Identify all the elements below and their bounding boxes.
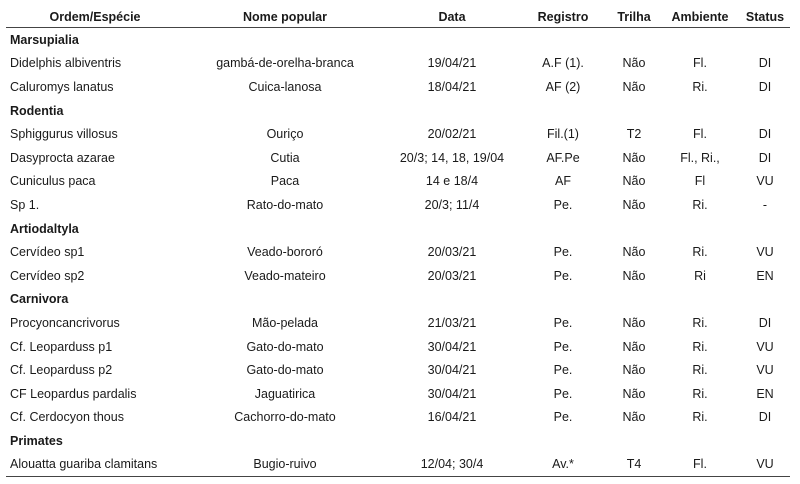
header-environment: Ambiente [660,7,740,28]
cell-record: Pe. [553,363,573,378]
cell-environment: Fl. [693,56,707,71]
table-row [6,406,790,430]
group-title: Artiodaltyla [10,221,79,236]
cell-record: AF (2) [545,79,581,94]
cell-date: 21/03/21 [427,315,477,330]
cell-record: A.F (1). [542,56,584,71]
cell-status: EN [756,268,774,283]
cell-date: 18/04/21 [427,79,477,94]
cell-trail: Não [622,56,646,71]
cell-date: 30/04/21 [427,386,477,401]
header-date: Data [386,7,518,28]
table-row [6,52,790,76]
cell-species: Cuniculus paca [10,174,96,189]
group-row [6,429,790,453]
cell-status: DI [758,56,772,71]
table-row [6,453,790,477]
group-row [6,99,790,123]
table-row [6,122,790,146]
group-row [6,28,790,52]
cell-species: Didelphis albiventris [10,56,122,71]
cell-environment: Ri. [692,245,708,260]
cell-environment: Ri. [692,363,708,378]
cell-date: 30/04/21 [427,339,477,354]
cell-record: Pe. [553,268,573,283]
cell-date: 20/03/21 [427,245,477,260]
table-header [6,7,790,28]
cell-trail: Não [622,245,646,260]
cell-status: - [762,197,768,212]
cell-common-name: Paca [270,174,300,189]
cell-trail: Não [622,79,646,94]
cell-common-name: Veado-bororó [247,245,323,260]
cell-common-name: Rato-do-mato [246,197,324,212]
cell-common-name: Gato-do-mato [246,363,324,378]
cell-status: EN [756,386,774,401]
cell-environment: Ri. [692,386,708,401]
cell-species: Sphiggurus villosus [10,127,118,142]
cell-record: Fil.(1) [547,127,579,142]
cell-species: Procyoncancrivorus [10,315,120,330]
cell-record: Pe. [553,339,573,354]
cell-species: Cervídeo sp2 [10,268,85,283]
cell-status: VU [740,453,790,477]
species-table [6,7,790,477]
cell-trail: Não [622,197,646,212]
header-record: Registro [518,7,608,28]
cell-species: Alouatta guariba clamitans [6,453,184,477]
cell-date: 19/04/21 [427,56,477,71]
cell-record: Pe. [553,197,573,212]
table-row [6,170,790,194]
header-common-name: Nome popular [184,7,386,28]
cell-record: Pe. [553,386,573,401]
header-trail: Trilha [608,7,660,28]
cell-date: 14 e 18/4 [425,174,479,189]
cell-species: Cf. Cerdocyon thous [10,410,124,425]
cell-environment: Fl. [693,127,707,142]
cell-common-name: Cuica-lanosa [248,79,322,94]
cell-environment: Ri. [692,315,708,330]
cell-environment: Ri. [692,339,708,354]
group-row [6,288,790,312]
cell-status: VU [756,363,774,378]
cell-common-name: gambá-de-orelha-branca [216,56,354,71]
table-row [6,146,790,170]
cell-date: 20/3; 11/4 [424,197,480,212]
header-order-species: Ordem/Espécie [6,7,184,28]
cell-common-name: Ouriço [266,127,304,142]
group-title: Primates [10,433,63,448]
cell-status: VU [756,174,774,189]
cell-environment: Fl [694,174,706,189]
cell-species: Cf. Leoparduss p1 [10,339,113,354]
table-row [6,358,790,382]
cell-species: Sp 1. [10,197,40,212]
cell-date: 16/04/21 [427,410,477,425]
cell-trail: Não [622,174,646,189]
cell-common-name: Mão-pelada [251,315,318,330]
cell-status: DI [758,127,772,142]
cell-date: 20/3; 14, 18, 19/04 [399,150,505,165]
cell-status: VU [756,339,774,354]
cell-common-name: Cachorro-do-mato [234,410,336,425]
cell-trail: Não [622,410,646,425]
cell-record: Pe. [553,245,573,260]
cell-record: AF.Pe [546,150,580,165]
table-row [6,264,790,288]
group-row [6,217,790,241]
cell-environment: Ri. [692,197,708,212]
cell-environment: Fl., Ri., [680,150,720,165]
cell-date: 12/04; 30/4 [386,453,518,477]
cell-common-name: Gato-do-mato [246,339,324,354]
cell-environment: Fl. [660,453,740,477]
cell-environment: Ri [694,268,706,283]
cell-trail: Não [622,339,646,354]
cell-species: Cf. Leoparduss p2 [10,363,113,378]
cell-trail: Não [622,150,646,165]
cell-status: DI [758,79,772,94]
table-row [6,75,790,99]
header-row [6,7,790,28]
cell-trail: Não [622,315,646,330]
group-title: Carnivora [10,292,69,307]
cell-common-name: Cutia [270,150,300,165]
cell-date: 20/02/21 [427,127,477,142]
cell-status: VU [756,245,774,260]
table-row [6,193,790,217]
group-title: Marsupialia [10,32,79,47]
cell-common-name: Bugio-ruivo [184,453,386,477]
cell-species: Cervídeo sp1 [10,245,85,260]
cell-common-name: Veado-mateiro [244,268,326,283]
cell-environment: Ri. [692,410,708,425]
group-title: Rodentia [10,103,64,118]
cell-species: Dasyprocta azarae [10,150,115,165]
cell-status: DI [758,315,772,330]
cell-trail: Não [622,386,646,401]
cell-species: Caluromys lanatus [10,79,114,94]
table-row [6,240,790,264]
cell-status: DI [758,150,772,165]
cell-date: 20/03/21 [427,268,477,283]
cell-trail: T2 [626,127,642,142]
cell-trail: Não [622,363,646,378]
cell-record: Av.* [518,453,608,477]
cell-record: AF [555,174,571,189]
cell-common-name: Jaguatirica [254,386,316,401]
table-body [6,28,790,477]
table-row [6,311,790,335]
header-status: Status [740,7,790,28]
table-row [6,335,790,359]
cell-record: Pe. [553,410,573,425]
table-row [6,382,790,406]
cell-species: CF Leopardus pardalis [10,386,137,401]
cell-environment: Ri. [692,79,708,94]
cell-date: 30/04/21 [427,363,477,378]
cell-status: DI [758,410,772,425]
cell-record: Pe. [553,315,573,330]
cell-trail: Não [622,268,646,283]
cell-trail: T4 [608,453,660,477]
